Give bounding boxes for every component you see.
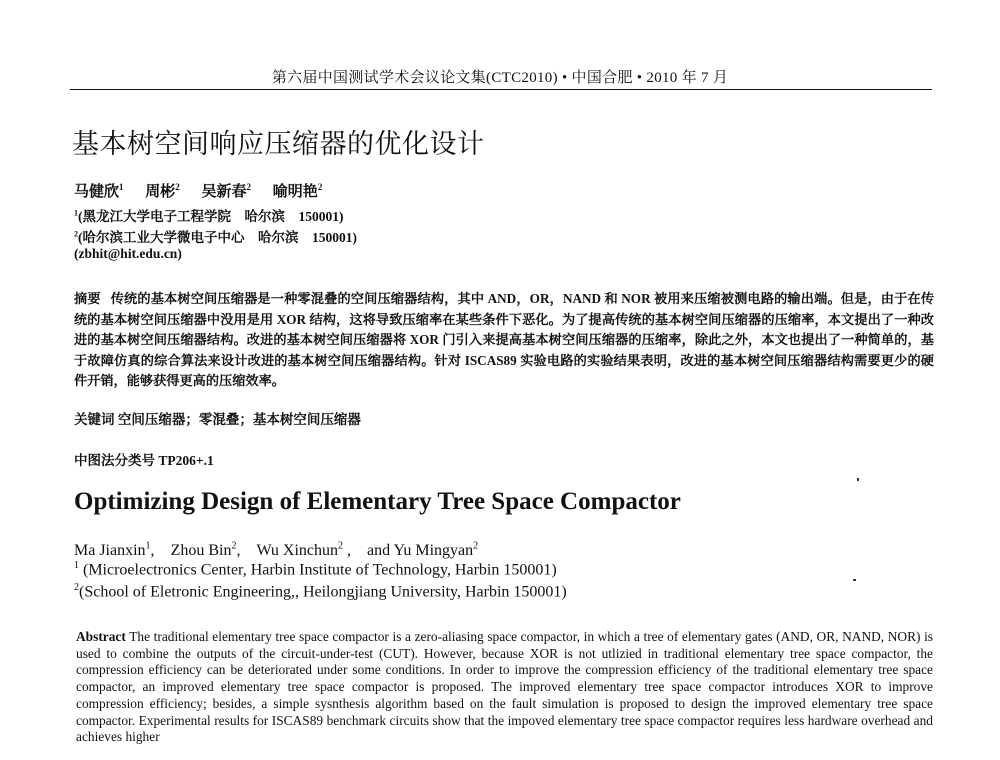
chinese-affiliation (74, 205, 344, 225)
running-header: 第六届中国测试学术会议论文集(CTC2010) • 中国合肥 • 2010 年 7 月 (271, 70, 729, 86)
author-name: 喻明艳 (272, 184, 318, 200)
english-affiliation (74, 560, 557, 579)
author-sup: 2 (338, 540, 344, 552)
author-sup: 1 (145, 540, 151, 552)
contact-email (74, 246, 182, 262)
author-separator: , (150, 542, 171, 559)
author-sup: 2 (473, 540, 479, 552)
author-name: Zhou Bin (170, 542, 232, 559)
author-name: 马健欣 (74, 184, 120, 200)
author (74, 184, 124, 200)
author-sup: 2 (246, 182, 252, 192)
english-abstract-text: The traditional elementary tree space compactor is a zero-aliasing space compactor, in which a tree of elementary gates (AND, OR, NAND, NOR) is used to combine the outputs of the circuit-under-test (CUT). However, because XOR is not utlizied in traditional elementary tree space compactor, the compression efficiency can be deteriorated under some conditions. In order to improve the compression efficiency of the traditional elementary tree space compactor, an improved elementary tree space compactor is proposed. The improved elementary tree space compactor introduces XOR to improve compression efficiency; besides, a simple sysnthesis algorithm based on the fault simulation is proposed to design the improved elementary tree space compactor. Experimental results for ISCAS89 benchmark circuits show that the impoved elementary tree space compactor requires less hardware overhead and achieves higher (76, 629, 934, 745)
author (145, 184, 180, 200)
chinese-abstract (74, 289, 934, 392)
chinese-authors (74, 180, 340, 201)
author (273, 184, 323, 200)
author-name: 吴新春 (201, 184, 247, 200)
header-rule (70, 89, 932, 90)
author-sup: 1 (119, 182, 124, 192)
author-sup: 2 (175, 182, 180, 192)
affiliation-sup: 2 (74, 582, 79, 593)
author-sup: 2 (317, 182, 323, 192)
author-name: and Yu Mingyan (367, 542, 474, 559)
chinese-affiliation (74, 226, 357, 246)
chinese-abstract-label: 摘要 (74, 291, 101, 306)
affiliation-sup: 1 (74, 208, 78, 218)
affiliation-sup: 2 (74, 229, 78, 239)
author-name: Wu Xinchun (256, 542, 339, 559)
affiliation-text: (哈尔滨工业大学微电子中心 哈尔滨 150001) (78, 230, 357, 245)
english-title: Optimizing Design of Elementary Tree Space Compactor (74, 488, 681, 515)
english-abstract-label: Abstract (76, 629, 126, 644)
author (202, 184, 252, 200)
keywords-label: 关键词 (74, 412, 115, 427)
classification-value: TP206+.1 (158, 453, 214, 468)
affiliation-text: (Microelectronics Center, Harbin Institute of Technology, Harbin 150001) (79, 561, 557, 579)
english-abstract (76, 629, 933, 746)
email-text: (zbhit@hit.edu.cn) (74, 246, 182, 261)
chinese-title: 基本树空间响应压缩器的优化设计 (72, 129, 485, 160)
english-affiliation (74, 582, 567, 601)
author-sup: 2 (231, 540, 237, 552)
author-separator: , (236, 542, 257, 559)
author-separator: , (343, 542, 368, 559)
chinese-abstract-text: 传统的基本树空间压缩器是一种零混叠的空间压缩器结构，其中 AND，OR，NAND 和 NOR 被用来压缩被测电路的输出端。但是，由于在传统的基本树空间压缩器中没用是用 XOR 结构，这将导致压缩率在某些条件下恶化。为了提高传统的基本树空间压缩器的压缩率，本文提出了一种改进的基本树空间压缩器结构。改进的基本树空间压缩器将 XOR 门引入来提高基本树空间压缩器的压缩率，除此之外，本文也提出了一种简单的，基于故障仿真的综合算法来设计改进的基本树空间压缩器结构。针对 ISCAS89 实验电路的实验结果表明，改进的基本树空间压缩器结构需要更少的硬件开销，能够获得更高的压缩效率。 (74, 291, 935, 388)
affiliation-sup: 1 (74, 560, 79, 571)
keywords-value: 空间压缩器；零混叠；基本树空间压缩器 (117, 412, 361, 427)
scan-artifact (857, 478, 859, 481)
affiliation-text: (黑龙江大学电子工程学院 哈尔滨 150001) (78, 209, 344, 224)
classification-label: 中图法分类号 (74, 453, 155, 468)
affiliation-text: (School of Eletronic Engineering,, Heilongjiang University, Harbin 150001) (79, 583, 567, 601)
author-name: 周彬 (145, 184, 176, 200)
author-name: Ma Jianxin (74, 542, 146, 559)
english-authors (74, 537, 478, 560)
chinese-keywords (74, 408, 361, 428)
classification-number (74, 449, 214, 469)
scan-artifact (853, 579, 856, 581)
